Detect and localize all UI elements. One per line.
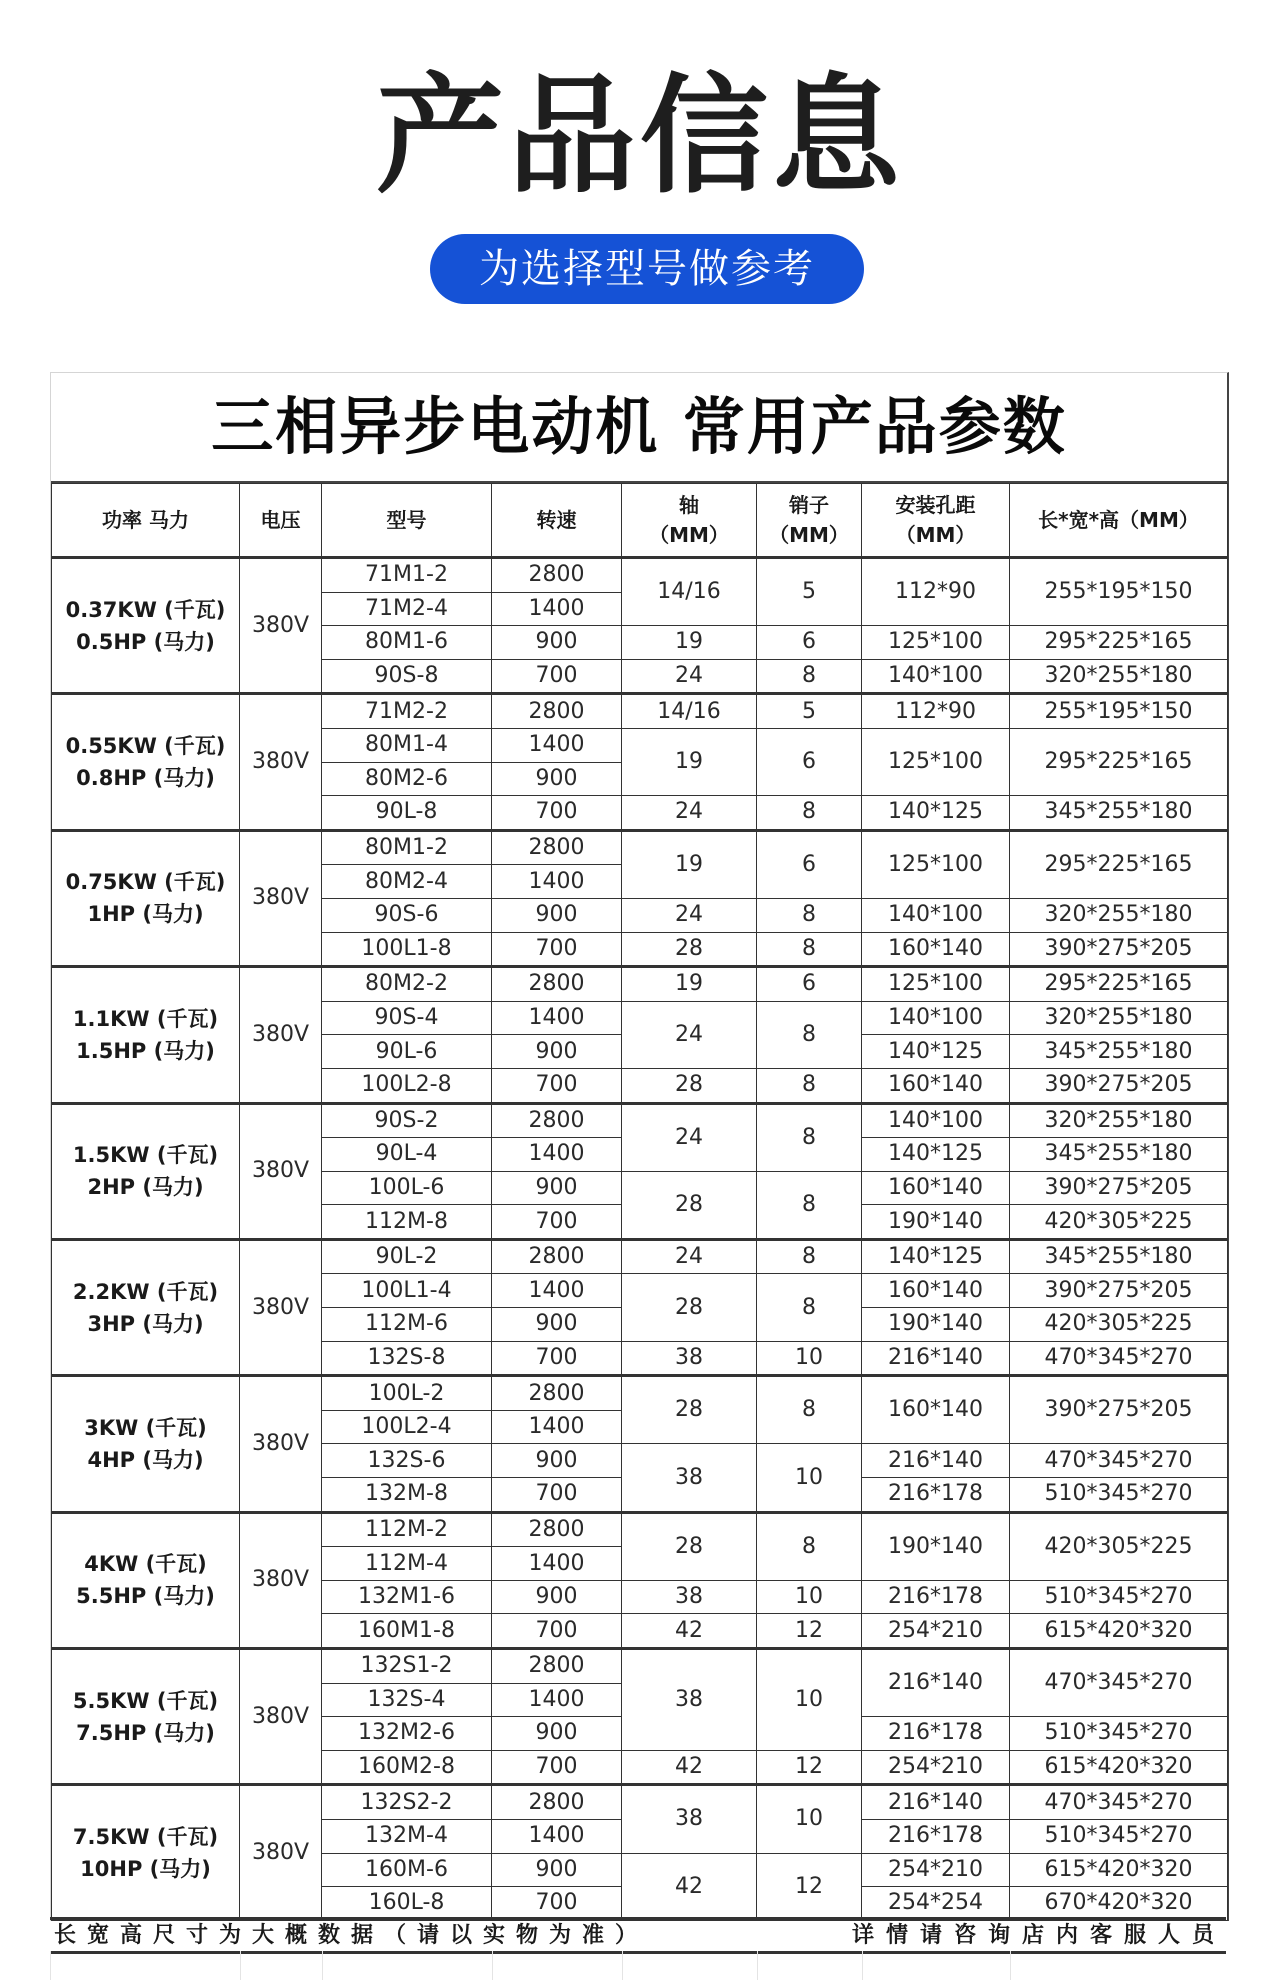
model-cell: 90S-6 xyxy=(322,898,492,932)
hole-spacing-cell: 125*100 xyxy=(862,830,1010,898)
voltage-cell: 380V xyxy=(240,1649,322,1785)
pin-cell: 12 xyxy=(757,1853,862,1920)
model-cell: 112M-8 xyxy=(322,1205,492,1240)
power-cell xyxy=(52,830,240,966)
table-row xyxy=(52,1239,1228,1274)
pin-cell: 8 xyxy=(757,1512,862,1580)
shaft-cell: 24 xyxy=(622,1001,757,1068)
speed-cell: 700 xyxy=(492,1341,622,1376)
shaft-cell: 42 xyxy=(622,1853,757,1920)
model-cell: 80M1-6 xyxy=(322,626,492,660)
pin-cell: 6 xyxy=(757,626,862,660)
shaft-cell: 28 xyxy=(622,1274,757,1341)
power-cell xyxy=(52,1103,240,1239)
speed-cell: 1400 xyxy=(492,1274,622,1308)
pin-cell: 8 xyxy=(757,1068,862,1103)
speed-cell: 900 xyxy=(492,898,622,932)
hole-spacing-cell: 140*100 xyxy=(862,659,1010,694)
speed-cell: 900 xyxy=(492,762,622,796)
gridline xyxy=(862,1951,863,1980)
speed-cell: 900 xyxy=(492,626,622,660)
speed-cell: 900 xyxy=(492,1308,622,1342)
model-cell: 100L1-4 xyxy=(322,1274,492,1308)
shaft-cell: 28 xyxy=(622,1068,757,1103)
power-hp: 10HP (马力) xyxy=(80,1857,211,1882)
gridline xyxy=(757,1951,758,1980)
model-cell: 132S-6 xyxy=(322,1444,492,1478)
shaft-cell: 24 xyxy=(622,796,757,831)
model-cell: 90L-8 xyxy=(322,796,492,831)
dimensions-cell: 345*255*180 xyxy=(1010,1035,1228,1069)
speed-cell: 700 xyxy=(492,659,622,694)
hole-spacing-cell: 216*178 xyxy=(862,1478,1010,1513)
model-cell: 80M1-2 xyxy=(322,830,492,865)
table-row xyxy=(52,558,1228,593)
hole-spacing-cell: 216*140 xyxy=(862,1785,1010,1820)
voltage-cell: 380V xyxy=(240,694,322,830)
voltage-cell: 380V xyxy=(240,1103,322,1239)
pin-cell: 10 xyxy=(757,1580,862,1614)
speed-cell: 700 xyxy=(492,1205,622,1240)
dimensions-cell: 255*195*150 xyxy=(1010,558,1228,626)
speed-cell: 2800 xyxy=(492,967,622,1002)
speed-cell: 900 xyxy=(492,1035,622,1069)
speed-cell: 700 xyxy=(492,1068,622,1103)
speed-cell: 1400 xyxy=(492,1410,622,1444)
shaft-cell: 24 xyxy=(622,1239,757,1274)
table-row xyxy=(52,830,1228,865)
power-hp: 0.8HP (马力) xyxy=(76,766,215,791)
model-cell: 100L2-4 xyxy=(322,1410,492,1444)
power-cell xyxy=(52,1376,240,1512)
hole-spacing-cell: 160*140 xyxy=(862,1274,1010,1308)
speed-cell: 2800 xyxy=(492,1239,622,1274)
hole-spacing-cell: 190*140 xyxy=(862,1205,1010,1240)
shaft-cell: 38 xyxy=(622,1341,757,1376)
speed-cell: 700 xyxy=(492,796,622,831)
pin-cell: 12 xyxy=(757,1750,862,1785)
hole-spacing-cell: 160*140 xyxy=(862,1171,1010,1205)
shaft-cell: 42 xyxy=(622,1614,757,1649)
model-cell: 71M2-4 xyxy=(322,592,492,626)
hole-spacing-cell: 140*125 xyxy=(862,796,1010,831)
voltage-cell: 380V xyxy=(240,830,322,966)
pin-cell: 5 xyxy=(757,694,862,729)
power-kw: 0.75KW (千瓦) xyxy=(65,870,226,895)
hole-spacing-cell: 140*125 xyxy=(862,1239,1010,1274)
dimensions-cell: 320*255*180 xyxy=(1010,898,1228,932)
model-cell: 90L-6 xyxy=(322,1035,492,1069)
speed-cell: 700 xyxy=(492,932,622,967)
dimensions-cell: 320*255*180 xyxy=(1010,1001,1228,1035)
model-cell: 160L-8 xyxy=(322,1887,492,1921)
speed-cell: 1400 xyxy=(492,865,622,899)
dimensions-cell: 615*420*320 xyxy=(1010,1750,1228,1785)
table-row xyxy=(52,1785,1228,1820)
power-kw: 0.55KW (千瓦) xyxy=(65,734,226,759)
model-cell: 90L-2 xyxy=(322,1239,492,1274)
shaft-cell: 42 xyxy=(622,1750,757,1785)
dimensions-cell: 320*255*180 xyxy=(1010,1103,1228,1138)
model-cell: 160M1-8 xyxy=(322,1614,492,1649)
power-kw: 5.5KW (千瓦) xyxy=(72,1688,219,1713)
model-cell: 71M1-2 xyxy=(322,558,492,593)
hole-spacing-cell: 125*100 xyxy=(862,967,1010,1002)
pin-cell: 5 xyxy=(757,558,862,626)
dimensions-cell: 510*345*270 xyxy=(1010,1478,1228,1513)
power-hp: 2HP (马力) xyxy=(87,1175,204,1200)
table-body xyxy=(52,558,1228,1921)
table-row xyxy=(52,1103,1228,1138)
spec-table xyxy=(51,483,1228,1921)
speed-cell: 700 xyxy=(492,1887,622,1921)
shaft-cell: 28 xyxy=(622,1171,757,1239)
pin-cell: 12 xyxy=(757,1614,862,1649)
hole-spacing-cell: 254*254 xyxy=(862,1887,1010,1921)
power-kw: 2.2KW (千瓦) xyxy=(72,1279,219,1304)
model-cell: 100L2-8 xyxy=(322,1068,492,1103)
hole-spacing-cell: 190*140 xyxy=(862,1308,1010,1342)
model-cell: 90S-2 xyxy=(322,1103,492,1138)
header-row xyxy=(52,484,1228,558)
footer-note-left: 长宽高尺寸为大概数据（请以实物为准） xyxy=(54,1923,649,1948)
hole-spacing-cell: 160*140 xyxy=(862,1376,1010,1444)
power-cell xyxy=(52,1649,240,1785)
dimensions-cell: 390*275*205 xyxy=(1010,1171,1228,1205)
hole-spacing-cell: 216*178 xyxy=(862,1819,1010,1853)
speed-cell: 700 xyxy=(492,1614,622,1649)
table-row xyxy=(52,1649,1228,1684)
hole-spacing-cell: 216*140 xyxy=(862,1341,1010,1376)
dimensions-cell: 615*420*320 xyxy=(1010,1614,1228,1649)
dimensions-cell: 295*225*165 xyxy=(1010,830,1228,898)
power-cell xyxy=(52,1512,240,1648)
power-cell xyxy=(52,967,240,1103)
hole-spacing-cell: 112*90 xyxy=(862,558,1010,626)
header-voltage: 电压 xyxy=(240,484,322,558)
voltage-cell: 380V xyxy=(240,1512,322,1648)
pin-cell: 10 xyxy=(757,1785,862,1853)
speed-cell: 1400 xyxy=(492,592,622,626)
speed-cell: 2800 xyxy=(492,694,622,729)
hole-spacing-cell: 140*125 xyxy=(862,1035,1010,1069)
speed-cell: 2800 xyxy=(492,830,622,865)
speed-cell: 2800 xyxy=(492,1649,622,1684)
gridline xyxy=(492,1951,493,1980)
shaft-cell: 19 xyxy=(622,626,757,660)
dimensions-cell: 470*345*270 xyxy=(1010,1444,1228,1478)
voltage-cell: 380V xyxy=(240,967,322,1103)
table-row xyxy=(52,1376,1228,1411)
power-kw: 1.5KW (千瓦) xyxy=(72,1143,219,1168)
hole-spacing-cell: 254*210 xyxy=(862,1614,1010,1649)
pin-cell: 6 xyxy=(757,830,862,898)
power-hp: 3HP (马力) xyxy=(87,1311,204,1336)
subtitle-pill: 为选择型号做参考 xyxy=(430,234,864,304)
pin-cell: 10 xyxy=(757,1341,862,1376)
shaft-cell: 19 xyxy=(622,967,757,1002)
pin-cell: 6 xyxy=(757,967,862,1002)
shaft-cell: 28 xyxy=(622,1512,757,1580)
dimensions-cell: 615*420*320 xyxy=(1010,1853,1228,1887)
speed-cell: 900 xyxy=(492,1717,622,1751)
gridline xyxy=(622,1951,623,1980)
pin-cell: 8 xyxy=(757,1103,862,1171)
power-hp: 0.5HP (马力) xyxy=(76,629,215,654)
model-cell: 132M1-6 xyxy=(322,1580,492,1614)
model-cell: 100L1-8 xyxy=(322,932,492,967)
pin-cell: 8 xyxy=(757,932,862,967)
speed-cell: 900 xyxy=(492,1171,622,1205)
gridline xyxy=(50,1951,51,1980)
hole-spacing-cell: 216*178 xyxy=(862,1580,1010,1614)
model-cell: 100L-2 xyxy=(322,1376,492,1411)
table-row xyxy=(52,694,1228,729)
power-hp: 4HP (马力) xyxy=(87,1447,204,1472)
hole-spacing-cell: 125*100 xyxy=(862,626,1010,660)
hole-spacing-cell: 112*90 xyxy=(862,694,1010,729)
power-hp: 5.5HP (马力) xyxy=(76,1584,215,1609)
power-hp: 7.5HP (马力) xyxy=(76,1720,215,1745)
footer-note-row xyxy=(50,1917,1226,1954)
pin-cell: 8 xyxy=(757,1376,862,1444)
speed-cell: 700 xyxy=(492,1478,622,1513)
shaft-cell: 19 xyxy=(622,728,757,795)
voltage-cell: 380V xyxy=(240,1239,322,1375)
dimensions-cell: 470*345*270 xyxy=(1010,1341,1228,1376)
power-cell xyxy=(52,1785,240,1920)
hole-spacing-cell: 216*140 xyxy=(862,1649,1010,1717)
voltage-cell: 380V xyxy=(240,1376,322,1512)
dimensions-cell: 670*420*320 xyxy=(1010,1887,1228,1921)
gridline xyxy=(1010,1951,1011,1980)
dimensions-cell: 295*225*165 xyxy=(1010,728,1228,795)
speed-cell: 1400 xyxy=(492,1547,622,1581)
hole-spacing-cell: 125*100 xyxy=(862,728,1010,795)
gridline xyxy=(322,1951,323,1980)
page-title: 产品信息 xyxy=(375,62,904,211)
speed-cell: 900 xyxy=(492,1580,622,1614)
header-dims: 长*宽*高（MM） xyxy=(1010,484,1228,558)
hole-spacing-cell: 254*210 xyxy=(862,1750,1010,1785)
dimensions-cell: 420*305*225 xyxy=(1010,1308,1228,1342)
power-kw: 0.37KW (千瓦) xyxy=(65,597,226,622)
dimensions-cell: 345*255*180 xyxy=(1010,1138,1228,1172)
dimensions-cell: 510*345*270 xyxy=(1010,1819,1228,1853)
dimensions-cell: 390*275*205 xyxy=(1010,932,1228,967)
shaft-cell: 24 xyxy=(622,659,757,694)
model-cell: 132M2-6 xyxy=(322,1717,492,1751)
speed-cell: 1400 xyxy=(492,728,622,762)
shaft-cell: 24 xyxy=(622,1103,757,1171)
speed-cell: 700 xyxy=(492,1750,622,1785)
speed-cell: 2800 xyxy=(492,558,622,593)
dimensions-cell: 510*345*270 xyxy=(1010,1717,1228,1751)
header-shaft: 轴 （MM） xyxy=(622,484,757,558)
hole-spacing-cell: 216*140 xyxy=(862,1444,1010,1478)
pin-cell: 8 xyxy=(757,1001,862,1068)
pin-cell: 8 xyxy=(757,659,862,694)
speed-cell: 900 xyxy=(492,1853,622,1887)
dimensions-cell: 390*275*205 xyxy=(1010,1376,1228,1444)
gridline xyxy=(240,1951,241,1980)
shaft-cell: 14/16 xyxy=(622,558,757,626)
sheet-title: 三相异步电动机 常用产品参数 xyxy=(51,373,1227,483)
spec-sheet xyxy=(50,372,1229,1921)
hole-spacing-cell: 140*100 xyxy=(862,898,1010,932)
model-cell: 132M-4 xyxy=(322,1819,492,1853)
dimensions-cell: 345*255*180 xyxy=(1010,796,1228,831)
model-cell: 112M-4 xyxy=(322,1547,492,1581)
hole-spacing-cell: 160*140 xyxy=(862,932,1010,967)
pin-cell: 8 xyxy=(757,898,862,932)
model-cell: 100L-6 xyxy=(322,1171,492,1205)
shaft-cell: 38 xyxy=(622,1444,757,1512)
dimensions-cell: 255*195*150 xyxy=(1010,694,1228,729)
header-power: 功率 马力 xyxy=(52,484,240,558)
shaft-cell: 28 xyxy=(622,1376,757,1444)
footer-note-right: 详情请咨询店内客服人员 xyxy=(851,1923,1226,1948)
voltage-cell: 380V xyxy=(240,1785,322,1920)
model-cell: 90L-4 xyxy=(322,1138,492,1172)
pin-cell: 10 xyxy=(757,1649,862,1751)
model-cell: 160M-6 xyxy=(322,1853,492,1887)
model-cell: 90S-4 xyxy=(322,1001,492,1035)
dimensions-cell: 420*305*225 xyxy=(1010,1205,1228,1240)
power-hp: 1HP (马力) xyxy=(87,902,204,927)
speed-cell: 900 xyxy=(492,1444,622,1478)
dimensions-cell: 510*345*270 xyxy=(1010,1580,1228,1614)
dimensions-cell: 320*255*180 xyxy=(1010,659,1228,694)
pin-cell: 10 xyxy=(757,1444,862,1512)
pin-cell: 8 xyxy=(757,796,862,831)
power-kw: 3KW (千瓦) xyxy=(84,1415,207,1440)
pin-cell: 6 xyxy=(757,728,862,795)
model-cell: 112M-2 xyxy=(322,1512,492,1547)
dimensions-cell: 390*275*205 xyxy=(1010,1068,1228,1103)
dimensions-cell: 390*275*205 xyxy=(1010,1274,1228,1308)
shaft-cell: 38 xyxy=(622,1649,757,1751)
hole-spacing-cell: 140*100 xyxy=(862,1001,1010,1035)
model-cell: 132S-8 xyxy=(322,1341,492,1376)
model-cell: 90S-8 xyxy=(322,659,492,694)
speed-cell: 2800 xyxy=(492,1785,622,1820)
table-row xyxy=(52,967,1228,1002)
dimensions-cell: 420*305*225 xyxy=(1010,1512,1228,1580)
hole-spacing-cell: 190*140 xyxy=(862,1512,1010,1580)
hole-spacing-cell: 254*210 xyxy=(862,1853,1010,1887)
speed-cell: 1400 xyxy=(492,1683,622,1717)
speed-cell: 1400 xyxy=(492,1138,622,1172)
voltage-cell: 380V xyxy=(240,558,322,694)
hole-spacing-cell: 140*100 xyxy=(862,1103,1010,1138)
model-cell: 132S1-2 xyxy=(322,1649,492,1684)
model-cell: 132S2-2 xyxy=(322,1785,492,1820)
model-cell: 132M-8 xyxy=(322,1478,492,1513)
model-cell: 71M2-2 xyxy=(322,694,492,729)
pin-cell: 8 xyxy=(757,1171,862,1239)
header-model: 型号 xyxy=(322,484,492,558)
power-hp: 1.5HP (马力) xyxy=(76,1038,215,1063)
shaft-cell: 38 xyxy=(622,1785,757,1853)
dimensions-cell: 295*225*165 xyxy=(1010,626,1228,660)
dimensions-cell: 345*255*180 xyxy=(1010,1239,1228,1274)
shaft-cell: 38 xyxy=(622,1580,757,1614)
power-kw: 4KW (千瓦) xyxy=(84,1552,207,1577)
model-cell: 80M2-4 xyxy=(322,865,492,899)
power-kw: 7.5KW (千瓦) xyxy=(72,1825,219,1850)
model-cell: 112M-6 xyxy=(322,1308,492,1342)
hole-spacing-cell: 216*178 xyxy=(862,1717,1010,1751)
speed-cell: 2800 xyxy=(492,1376,622,1411)
dimensions-cell: 295*225*165 xyxy=(1010,967,1228,1002)
power-cell xyxy=(52,558,240,694)
dimensions-cell: 470*345*270 xyxy=(1010,1649,1228,1717)
header-hole: 安装孔距 （MM） xyxy=(862,484,1010,558)
speed-cell: 1400 xyxy=(492,1001,622,1035)
model-cell: 160M2-8 xyxy=(322,1750,492,1785)
power-cell xyxy=(52,694,240,830)
shaft-cell: 28 xyxy=(622,932,757,967)
shaft-cell: 19 xyxy=(622,830,757,898)
model-cell: 132S-4 xyxy=(322,1683,492,1717)
model-cell: 80M1-4 xyxy=(322,728,492,762)
model-cell: 80M2-6 xyxy=(322,762,492,796)
speed-cell: 2800 xyxy=(492,1103,622,1138)
header-speed: 转速 xyxy=(492,484,622,558)
hole-spacing-cell: 160*140 xyxy=(862,1068,1010,1103)
speed-cell: 2800 xyxy=(492,1512,622,1547)
hole-spacing-cell: 140*125 xyxy=(862,1138,1010,1172)
speed-cell: 1400 xyxy=(492,1819,622,1853)
pin-cell: 8 xyxy=(757,1239,862,1274)
table-row xyxy=(52,1512,1228,1547)
shaft-cell: 14/16 xyxy=(622,694,757,729)
power-kw: 1.1KW (千瓦) xyxy=(72,1006,219,1031)
model-cell: 80M2-2 xyxy=(322,967,492,1002)
header-pin: 销子 （MM） xyxy=(757,484,862,558)
power-cell xyxy=(52,1239,240,1375)
shaft-cell: 24 xyxy=(622,898,757,932)
dimensions-cell: 470*345*270 xyxy=(1010,1785,1228,1820)
pin-cell: 8 xyxy=(757,1274,862,1341)
